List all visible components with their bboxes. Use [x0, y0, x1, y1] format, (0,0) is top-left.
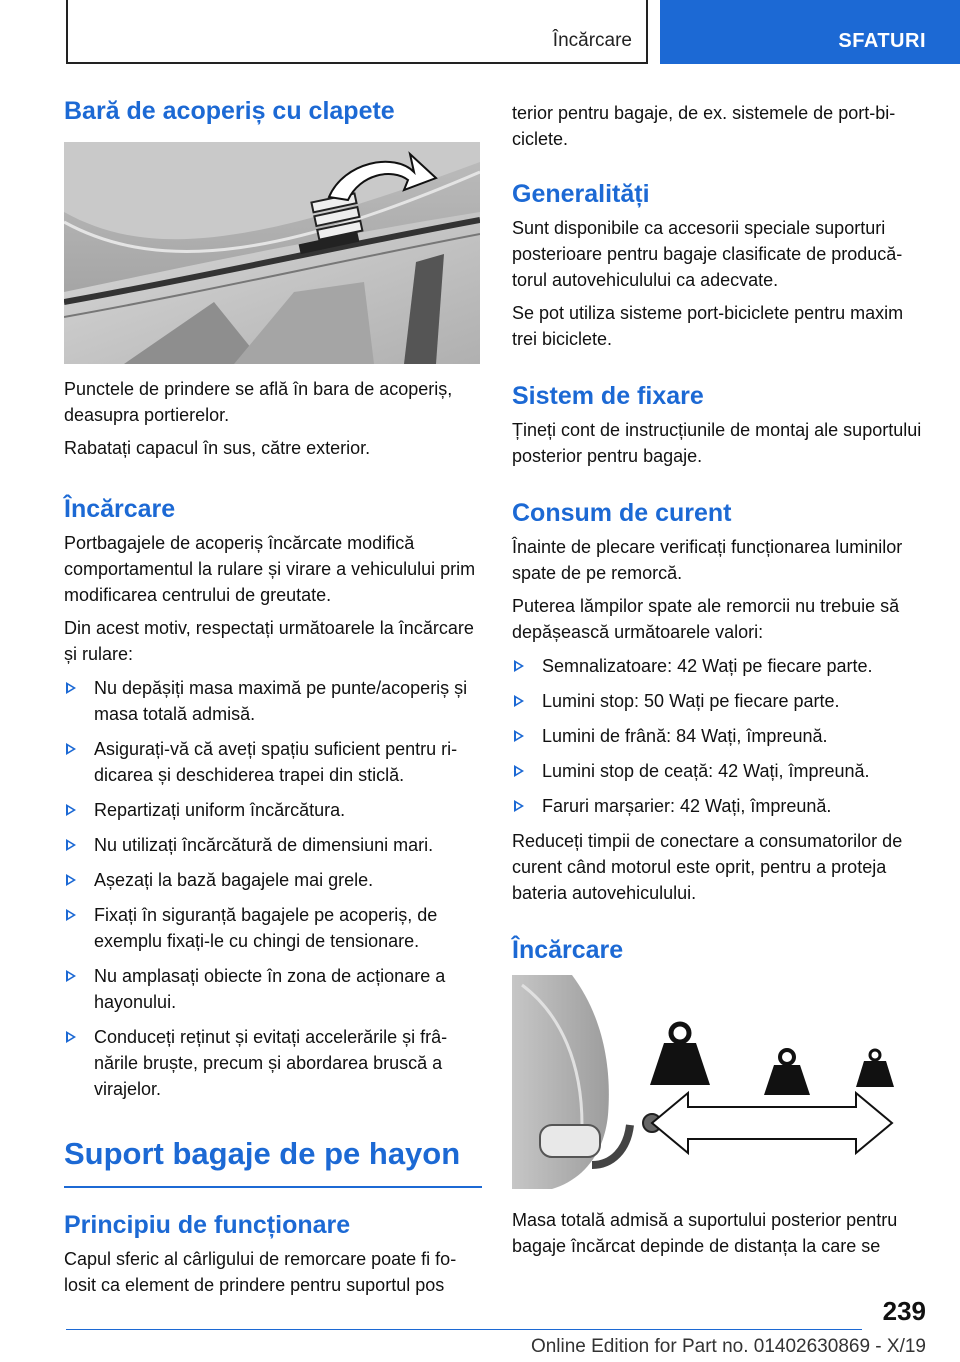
heading-suport-bagaje: Suport bagaje de pe hayon — [64, 1135, 482, 1188]
list-item: Nu amplasați obiecte în zona de acționare a hayonului. — [64, 963, 482, 1015]
bullet-arrow-icon — [66, 804, 76, 816]
list-item: Asigurați-vă că aveți spațiu suficient pentru ridicarea și deschiderea trapei din sticlă. — [64, 736, 482, 788]
list-item: Fixați în siguranță bagajele pe acoperiș, de exemplu fixați-le cu chingi de tensionare. — [64, 902, 482, 954]
paragraph: terior pentru bagaje, de ex. sistemele de port-biciclete. — [512, 103, 896, 149]
heading-consum-curent: Consum de curent — [512, 499, 732, 527]
bullet-arrow-icon — [514, 800, 524, 812]
bullet-arrow-icon — [66, 743, 76, 755]
paragraph: Masa totală admisă a suportului posterior pentru bagaje încărcat depinde de distanța la care se — [512, 1210, 898, 1256]
bullet-list — [64, 675, 482, 1102]
bullet-list — [512, 653, 928, 819]
paragraph: Din acest motiv, respectați următoarele la încărcare și rulare: — [64, 618, 474, 664]
header-tab[interactable] — [660, 0, 960, 64]
header-section-title: Încărcare — [552, 30, 632, 51]
right-column — [512, 100, 928, 1266]
list-item: Lumini de frână: 84 Wați, împreună. — [512, 723, 928, 749]
footer-divider — [66, 1329, 862, 1330]
list-item: Conduceți reținut și evitați accelerările și frânările bruște, precum și abordarea bruscă a virajelor. — [64, 1024, 482, 1102]
heading-bara-acoperis: Bară de acoperiș cu clapete — [64, 97, 395, 125]
paragraph: Puterea lămpilor spate ale remorcii nu trebuie să depășească următoarele valori: — [512, 596, 900, 642]
bullet-arrow-icon — [66, 682, 76, 694]
paragraph: Sunt disponibile ca accesorii speciale suporturi posterioare pentru bagaje clasificate de producătorul autovehiculului ca adecvate. — [512, 218, 903, 290]
bullet-arrow-icon — [514, 695, 524, 707]
header-section-box — [66, 0, 648, 64]
footer-edition: Online Edition for Part no. 01402630869 - X/19 — [530, 1336, 926, 1357]
paragraph: Înainte de plecare verificați funcționarea luminilor spate de pe remorcă. — [512, 537, 903, 583]
bullet-arrow-icon — [514, 765, 524, 777]
left-column — [64, 96, 482, 1305]
list-item: Așezați la bază bagajele mai grele. — [64, 867, 482, 893]
header-tab-label: SFATURI — [838, 30, 926, 52]
tow-hitch-weights-figure — [512, 975, 928, 1189]
heading-incarcare-2: Încărcare — [512, 936, 624, 964]
list-item: Nu utilizați încărcătură de dimensiuni mari. — [64, 832, 482, 858]
paragraph: Capul sferic al cârligului de remorcare poate fi folosit ca element de prindere pentru suportul pos — [64, 1248, 457, 1295]
list-item: Repartizați uniform încărcătura. — [64, 797, 482, 823]
bullet-arrow-icon — [66, 839, 76, 851]
paragraph: Țineți cont de instrucțiunile de montaj ale suportului posterior pentru bagaje. — [512, 420, 922, 466]
list-item: Faruri marșarier: 42 Wați, împreună. — [512, 793, 928, 819]
heading-generalitati: Generalități — [512, 180, 650, 208]
paragraph: Portbagajele de acoperiș încărcate modifică comportamentul la rulare și virare a vehiculului prim modificarea centrului de greutate. — [64, 533, 476, 605]
bullet-arrow-icon — [66, 874, 76, 886]
bullet-arrow-icon — [514, 730, 524, 742]
bullet-arrow-icon — [514, 660, 524, 672]
list-item: Lumini stop: 50 Wați pe fiecare parte. — [512, 688, 928, 714]
list-item: Nu depășiți masa maximă pe punte/acoperiș și masa totală admisă. — [64, 675, 482, 727]
page-number: 239 — [882, 1296, 926, 1326]
list-item: Lumini stop de ceață: 42 Wați, împreună. — [512, 758, 928, 784]
paragraph: Rabatați capacul în sus, către exterior. — [64, 438, 371, 458]
heading-incarcare: Încărcare — [64, 495, 176, 523]
paragraph: Reduceți timpii de conectare a consumatorilor de curent când motorul este oprit, pentru a proteja bateria autovehiculului. — [512, 831, 903, 903]
heading-principiu: Principiu de funcționare — [64, 1210, 351, 1239]
roof-rail-figure — [64, 142, 480, 364]
bullet-arrow-icon — [66, 970, 76, 982]
list-item: Semnalizatoare: 42 Wați pe fiecare parte. — [512, 653, 928, 679]
bullet-arrow-icon — [66, 909, 76, 921]
heading-sistem-fixare: Sistem de fixare — [512, 382, 704, 410]
bullet-arrow-icon — [66, 1031, 76, 1043]
paragraph: Se pot utiliza sisteme port-biciclete pentru maxim trei biciclete. — [512, 303, 904, 349]
paragraph: Punctele de prindere se află în bara de acoperiș, deasupra portierelor. — [64, 379, 453, 425]
